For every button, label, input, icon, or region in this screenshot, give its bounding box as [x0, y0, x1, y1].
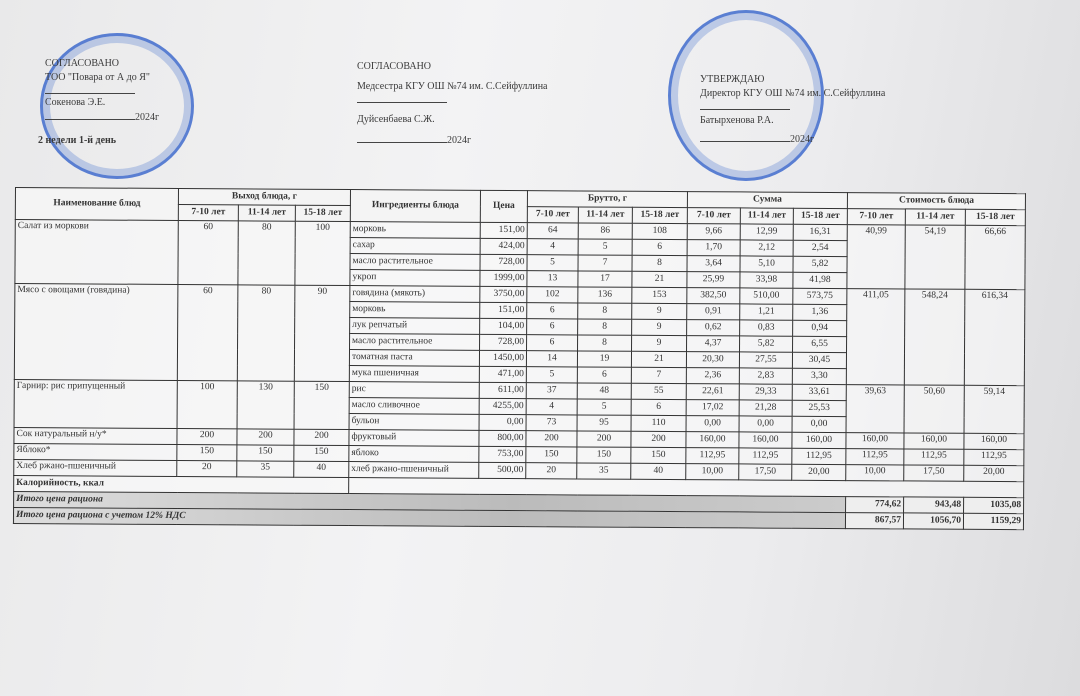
- approval-left-title: СОГЛАСОВАНО: [45, 58, 120, 69]
- dish-cost: 50,60: [904, 385, 964, 433]
- ingredient-sum: 3,30: [792, 368, 846, 384]
- ingredient-sum: 12,99: [740, 224, 793, 240]
- ingredient-sum: 29,33: [739, 384, 792, 400]
- ingredient-name: рис: [349, 382, 479, 399]
- signature-line: [357, 93, 447, 103]
- dish-yield: 80: [238, 221, 295, 285]
- header-age: 11-14 лет: [905, 209, 965, 225]
- ingredient-sum: 25,99: [687, 272, 740, 288]
- ingredient-brutto: 14: [526, 351, 577, 367]
- ingredient-sum: 33,98: [740, 272, 793, 288]
- ingredient-name: мука пшеничная: [349, 366, 479, 383]
- approval-middle: [357, 60, 548, 147]
- ingredient-brutto: 6: [527, 335, 578, 351]
- date-line: [45, 110, 135, 120]
- total-value: 1035,08: [964, 497, 1024, 513]
- approval-right-name: Батырхенова Р.А.: [700, 115, 774, 126]
- header-age: 11-14 лет: [740, 208, 793, 224]
- ingredient-brutto: 6: [577, 367, 631, 383]
- dish-cost: 112,95: [904, 449, 964, 465]
- ingredient-price: 800,00: [479, 430, 526, 446]
- header-age: 7-10 лет: [178, 204, 238, 220]
- ingredient-price: 611,00: [479, 382, 526, 398]
- dish-yield: 40: [294, 461, 349, 477]
- ingredient-sum: 510,00: [740, 288, 793, 304]
- ingredient-brutto: 150: [577, 447, 631, 463]
- ingredient-brutto: 95: [577, 415, 631, 431]
- dish-cost: 548,24: [904, 289, 965, 385]
- ingredient-sum: 1,21: [740, 304, 793, 320]
- ingredient-sum: 20,00: [792, 464, 846, 480]
- ingredient-brutto: 55: [631, 383, 686, 399]
- ingredient-brutto: 48: [577, 383, 631, 399]
- dish-cost: 66,66: [965, 225, 1025, 289]
- dish-cost: 10,00: [846, 465, 904, 481]
- ingredient-brutto: 17: [578, 271, 632, 287]
- header-age: 7-10 лет: [687, 208, 740, 224]
- total-value: 943,48: [904, 497, 964, 513]
- total-label: Итого цена рациона: [14, 491, 846, 512]
- ingredient-sum: 573,75: [793, 288, 847, 304]
- dish-cost: 112,95: [964, 449, 1024, 465]
- ingredient-sum: 2,54: [793, 240, 847, 256]
- dish-name: Сок натуральный н/у*: [14, 427, 177, 444]
- approval-middle-org: Медсестра КГУ ОШ №74 им. С.Сейфуллина: [357, 80, 548, 92]
- ingredient-brutto: 21: [631, 351, 686, 367]
- dish-cost: 59,14: [964, 385, 1024, 433]
- ingredient-sum: 33,61: [792, 384, 846, 400]
- approval-right-year: 2024г: [790, 133, 815, 145]
- ingredient-name: бульон: [349, 414, 479, 431]
- ingredient-brutto: 200: [631, 431, 686, 447]
- ingredient-brutto: 110: [631, 415, 686, 431]
- dish-yield: 200: [237, 429, 294, 445]
- ingredient-sum: 160,00: [686, 432, 739, 448]
- ingredient-name: масло растительное: [350, 334, 480, 351]
- ingredient-sum: 0,00: [792, 416, 846, 432]
- ingredient-brutto: 20: [526, 463, 577, 479]
- ingredient-price: 753,00: [479, 446, 526, 462]
- ingredient-sum: 1,36: [793, 304, 847, 320]
- dish-yield: 60: [177, 284, 238, 380]
- ingredient-name: фруктовый: [349, 430, 479, 447]
- dish-yield: 90: [294, 285, 350, 381]
- dish-cost: 616,34: [964, 289, 1025, 385]
- ingredient-sum: 30,45: [792, 352, 846, 368]
- header-age: 7-10 лет: [847, 209, 905, 225]
- signature-line: [45, 84, 135, 94]
- ingredient-brutto: 200: [577, 431, 631, 447]
- dish-name: Салат из моркови: [15, 220, 178, 285]
- ingredient-sum: 4,37: [687, 336, 740, 352]
- ingredient-brutto: 73: [526, 415, 577, 431]
- dish-cost: 411,05: [846, 289, 905, 385]
- ingredient-brutto: 9: [632, 303, 687, 319]
- ingredient-brutto: 8: [578, 319, 632, 335]
- ingredient-brutto: 200: [526, 431, 577, 447]
- ingredient-sum: 160,00: [792, 432, 846, 448]
- kcal-label: Калорийность, ккал: [14, 475, 349, 493]
- ingredient-brutto: 19: [577, 351, 631, 367]
- ingredient-name: морковь: [350, 222, 480, 239]
- ingredient-brutto: 150: [526, 447, 577, 463]
- ingredient-brutto: 102: [527, 287, 578, 303]
- dish-cost: 160,00: [846, 433, 904, 449]
- ingredient-brutto: 5: [527, 255, 578, 271]
- dish-cost: 160,00: [904, 433, 964, 449]
- ingredient-sum: 9,66: [687, 224, 740, 240]
- ingredient-brutto: 21: [632, 271, 687, 287]
- ingredient-name: хлеб ржано-пшеничный: [349, 462, 479, 479]
- ingredient-name: лук репчатый: [350, 318, 480, 335]
- ingredient-price: 424,00: [480, 238, 527, 254]
- total-vat-value: 867,57: [845, 513, 903, 529]
- ingredient-sum: 21,28: [739, 400, 792, 416]
- ingredient-sum: 5,10: [740, 256, 793, 272]
- header-age: 15-18 лет: [965, 209, 1025, 225]
- dish-name: Гарнир: рис припущенный: [14, 379, 177, 428]
- dish-yield: 200: [177, 428, 237, 444]
- header-sum: Сумма: [687, 192, 847, 209]
- dish-yield: 150: [294, 445, 349, 461]
- ingredient-sum: 160,00: [739, 432, 792, 448]
- ingredient-sum: 0,91: [687, 304, 740, 320]
- date-line: [357, 133, 447, 143]
- ingredient-price: 500,00: [479, 462, 526, 478]
- ingredient-price: 728,00: [480, 334, 527, 350]
- signature-line: [700, 100, 790, 110]
- total-value: 774,62: [846, 497, 904, 513]
- ingredient-sum: 2,83: [739, 368, 792, 384]
- ingredient-price: 471,00: [479, 366, 526, 382]
- total-vat-value: 1159,29: [963, 513, 1023, 529]
- ingredient-brutto: 7: [578, 255, 632, 271]
- ingredient-sum: 0,00: [739, 416, 792, 432]
- dish-yield: 80: [237, 285, 295, 381]
- dish-cost: 39,63: [846, 385, 904, 433]
- ingredient-name: говядина (мякоть): [350, 286, 480, 303]
- ingredient-price: 151,00: [480, 222, 527, 238]
- ingredient-sum: 25,53: [792, 400, 846, 416]
- approval-right: [700, 73, 885, 146]
- total-vat-value: 1056,70: [903, 513, 963, 529]
- header-age: 15-18 лет: [295, 205, 350, 221]
- dish-yield: 60: [178, 220, 238, 284]
- ingredient-brutto: 153: [632, 287, 687, 303]
- ingredient-name: морковь: [350, 302, 480, 319]
- ingredient-sum: 0,83: [740, 320, 793, 336]
- menu-table: [13, 187, 1026, 530]
- header-age: 11-14 лет: [578, 207, 632, 223]
- ingredient-sum: 16,31: [793, 224, 847, 240]
- ingredient-brutto: 37: [526, 383, 577, 399]
- ingredient-price: 104,00: [480, 318, 527, 334]
- ingredient-sum: 17,02: [686, 400, 739, 416]
- dish-yield: 100: [177, 380, 237, 428]
- dish-yield: 150: [177, 444, 237, 460]
- ingredient-sum: 2,12: [740, 240, 793, 256]
- ingredient-brutto: 9: [632, 319, 687, 335]
- ingredient-brutto: 6: [527, 303, 578, 319]
- ingredient-sum: 112,95: [739, 448, 792, 464]
- ingredient-price: 1999,00: [480, 270, 527, 286]
- ingredient-brutto: 4: [526, 399, 577, 415]
- dish-yield: 150: [294, 381, 349, 429]
- ingredient-brutto: 6: [631, 399, 686, 415]
- ingredient-price: 0,00: [479, 414, 526, 430]
- dish-name: Мясо с овощами (говядина): [14, 284, 178, 381]
- ingredient-brutto: 8: [632, 255, 687, 271]
- header-dish: Наименование блюд: [15, 188, 178, 221]
- header-age: 11-14 лет: [238, 205, 295, 221]
- ingredient-sum: 27,55: [739, 352, 792, 368]
- dish-name: Хлеб ржано-пшеничный: [14, 459, 177, 476]
- dish-cost: 54,19: [905, 225, 965, 289]
- dish-cost: 40,99: [847, 225, 905, 289]
- ingredient-sum: 2,36: [686, 368, 739, 384]
- ingredient-sum: 0,62: [687, 320, 740, 336]
- header-cost: Стоимость блюда: [847, 193, 1025, 210]
- ingredient-sum: 1,70: [687, 240, 740, 256]
- dish-cost: 112,95: [846, 449, 904, 465]
- date-line: [700, 132, 790, 142]
- ingredient-brutto: 136: [578, 287, 632, 303]
- approval-left-year: 2024г: [135, 111, 160, 123]
- ingredient-brutto: 4: [527, 239, 578, 255]
- ingredient-price: 151,00: [480, 302, 527, 318]
- ingredient-brutto: 9: [632, 335, 687, 351]
- approval-right-org: Директор КГУ ОШ №74 им. С.Сейфуллина: [700, 87, 886, 99]
- ingredient-sum: 5,82: [740, 336, 793, 352]
- approval-middle-title: СОГЛАСОВАНО: [357, 61, 432, 72]
- ingredient-sum: 112,95: [686, 448, 739, 464]
- ingredient-sum: 0,00: [686, 416, 739, 432]
- ingredient-brutto: 6: [632, 239, 687, 255]
- approval-left-org: ТОО "Повара от А до Я": [45, 71, 150, 83]
- ingredient-brutto: 86: [578, 223, 632, 239]
- ingredient-name: сахар: [350, 238, 480, 255]
- ingredient-brutto: 5: [578, 239, 632, 255]
- ingredient-sum: 6,55: [793, 336, 847, 352]
- menu-day: 2 недели 1-й день: [38, 135, 117, 146]
- dish-yield: 100: [295, 221, 350, 285]
- header-yield: Выход блюда, г: [178, 188, 350, 205]
- dish-yield: 35: [237, 461, 294, 477]
- ingredient-price: 1450,00: [479, 350, 526, 366]
- approval-middle-name: Дуйсенбаева С.Ж.: [357, 114, 435, 125]
- header-age: 15-18 лет: [793, 208, 847, 224]
- ingredient-brutto: 64: [527, 223, 578, 239]
- ingredient-price: 728,00: [480, 254, 527, 270]
- dish-cost: 20,00: [964, 465, 1024, 481]
- dish-yield: 200: [294, 429, 349, 445]
- dish-yield: 150: [237, 445, 294, 461]
- approval-right-title: УТВЕРЖДАЮ: [700, 74, 765, 85]
- ingredient-sum: 382,50: [687, 288, 740, 304]
- ingredient-sum: 0,94: [793, 320, 847, 336]
- ingredient-brutto: 5: [577, 399, 631, 415]
- ingredient-sum: 112,95: [792, 448, 846, 464]
- header-age: 15-18 лет: [632, 207, 687, 223]
- ingredient-brutto: 13: [527, 271, 578, 287]
- ingredient-sum: 17,50: [739, 464, 792, 480]
- approval-left: [38, 57, 160, 148]
- header-brutto: Брутто, г: [527, 191, 687, 208]
- ingredient-name: яблоко: [349, 446, 479, 463]
- ingredient-name: масло растительное: [350, 254, 480, 271]
- ingredient-name: томатная паста: [349, 350, 479, 367]
- header-row: [15, 188, 1025, 210]
- ingredient-sum: 10,00: [686, 464, 739, 480]
- ingredient-brutto: 35: [577, 463, 631, 479]
- ingredient-brutto: 8: [578, 335, 632, 351]
- ingredient-sum: 3,64: [687, 256, 740, 272]
- ingredient-brutto: 7: [631, 367, 686, 383]
- approval-left-name: Сокенова Э.Е.: [45, 97, 106, 108]
- ingredient-name: масло сливочное: [349, 398, 479, 415]
- ingredient-sum: 5,82: [793, 256, 847, 272]
- ingredient-name: укроп: [350, 270, 480, 287]
- dish-yield: 20: [177, 460, 237, 476]
- ingredient-brutto: 8: [578, 303, 632, 319]
- ingredient-sum: 22,61: [686, 384, 739, 400]
- header-age: 7-10 лет: [527, 207, 578, 223]
- ingredient-sum: 41,98: [793, 272, 847, 288]
- ingredient-brutto: 40: [631, 463, 686, 479]
- header-ingredients: Ингредиенты блюда: [350, 190, 480, 223]
- ingredient-brutto: 108: [632, 223, 687, 239]
- approval-middle-year: 2024г: [447, 134, 472, 146]
- ingredient-brutto: 150: [631, 447, 686, 463]
- total-vat-label: Итого цена рациона с учетом 12% НДС: [13, 507, 845, 528]
- dish-cost: 17,50: [904, 465, 964, 481]
- dish-cost: 160,00: [964, 433, 1024, 449]
- ingredient-brutto: 6: [527, 319, 578, 335]
- ingredient-sum: 20,30: [686, 352, 739, 368]
- dish-name: Яблоко*: [14, 443, 177, 460]
- header-price: Цена: [480, 190, 527, 222]
- ingredient-brutto: 5: [526, 367, 577, 383]
- ingredient-price: 4255,00: [479, 398, 526, 414]
- ingredient-price: 3750,00: [480, 286, 527, 302]
- dish-yield: 130: [237, 381, 294, 429]
